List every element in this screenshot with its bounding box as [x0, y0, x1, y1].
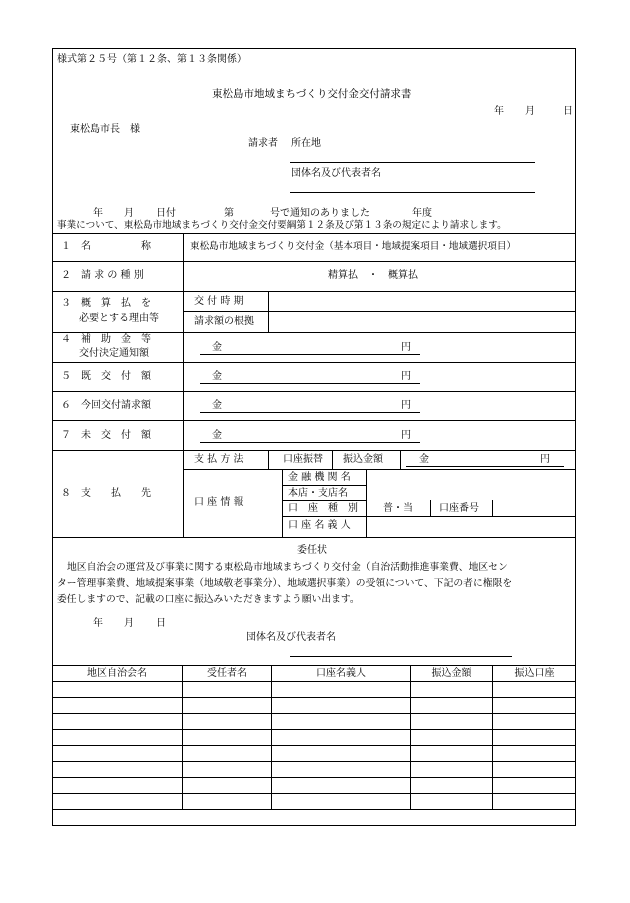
row4-kin: 金 [212, 342, 222, 353]
col-divider [183, 291, 184, 450]
row4-amount-line[interactable] [200, 354, 420, 355]
row1-label: １ 名 称 [61, 241, 151, 252]
col-divider [332, 450, 333, 469]
row-divider [52, 233, 576, 234]
row-divider [52, 450, 576, 451]
pay-method-label: 支 払 方 法 [194, 454, 244, 465]
delegation-body-2: ター管理事業費、地域提案事業（地域敬老事業分）、地域選択事業）の受領について、下記の者に権限を [57, 578, 513, 589]
row-divider [282, 500, 366, 501]
table-row[interactable] [52, 809, 576, 810]
table-header-line [52, 681, 576, 682]
delegation-body-1: 地区自治会の運営及び事業に関する東松島市地域まちづくり交付金（自治活動推進事業費、地区セン [67, 562, 508, 573]
col-divider [183, 450, 184, 537]
col-header-holder: 口座名義人 [316, 668, 366, 679]
transfer-en: 円 [540, 454, 550, 465]
intro-text: 事業について、東松島市地域まちづくり交付金交付要綱第１２条及び第１３条の規定により請求します。 [57, 220, 507, 231]
account-type-value[interactable]: 普・当 [383, 503, 413, 514]
col-divider [183, 261, 184, 291]
delegation-day: 日 [156, 618, 166, 629]
row7-label: ７ 未 交 付 額 [61, 430, 151, 441]
row-divider [52, 291, 576, 292]
transfer-amount-label: 振込金額 [343, 454, 383, 465]
row4-en: 円 [401, 342, 411, 353]
table-top-line [52, 665, 576, 666]
bank-name-label: 金 融 機 関 名 [288, 472, 351, 483]
row4-label-2: 交付決定通知額 [79, 348, 149, 359]
date-month: 月 [525, 106, 535, 117]
row2-label: ２ 請 求 の 種 別 [61, 270, 144, 281]
col-divider [430, 500, 431, 516]
account-number-label: 口座番号 [439, 503, 479, 514]
row3-label-1: ３ 概 算 払 を [61, 298, 151, 309]
table-column-line [271, 665, 272, 809]
row5-label: ５ 既 交 付 額 [61, 371, 151, 382]
row7-amount-line[interactable] [200, 442, 420, 443]
transfer-kin: 金 [419, 454, 429, 465]
delegation-signer-line[interactable] [290, 656, 512, 657]
issue-timing-label: 交 付 時 期 [194, 296, 244, 307]
account-info-label: 口 座 情 報 [194, 497, 244, 508]
row-divider [52, 537, 576, 538]
row2-value[interactable]: 精算払 ・ 概算払 [328, 270, 418, 281]
table-column-line [182, 665, 183, 809]
table-row[interactable] [52, 729, 576, 730]
row6-en: 円 [401, 400, 411, 411]
delegation-title: 委任状 [297, 545, 327, 556]
transfer-label[interactable]: 口座振替 [283, 454, 323, 465]
document-title: 東松島市地域まちづくり交付金交付請求書 [212, 88, 412, 100]
intro-dai: 第 [224, 208, 234, 219]
row8-label: ８ 支 払 先 [61, 488, 151, 499]
row7-kin: 金 [212, 430, 222, 441]
table-row[interactable] [52, 761, 576, 762]
intro-day: 日付 [156, 208, 176, 219]
table-row[interactable] [52, 793, 576, 794]
delegation-year: 年 [93, 618, 103, 629]
row5-kin: 金 [212, 371, 222, 382]
account-type-label: 口 座 種 別 [288, 503, 358, 514]
row6-label: ６ 今回交付請求額 [61, 400, 151, 411]
delegation-signer-label: 団体名及び代表者名 [246, 632, 336, 643]
group-name-label: 団体名及び代表者名 [291, 168, 381, 179]
row4-label-1: ４ 補 助 金 等 [61, 334, 151, 345]
col-divider [400, 450, 401, 469]
row-divider [282, 516, 576, 517]
row-divider [183, 469, 576, 470]
table-row[interactable] [52, 713, 576, 714]
requester-label: 請求者 [248, 138, 278, 149]
addressee: 東松島市長 様 [70, 124, 140, 135]
intro-nendo: 年度 [412, 208, 432, 219]
intro-year: 年 [93, 208, 103, 219]
address-line[interactable] [290, 162, 535, 163]
form-number: 様式第２５号（第１２条、第１３条関係） [57, 54, 247, 65]
row-divider [52, 362, 576, 363]
col-divider [183, 233, 184, 261]
intro-go: 号で通知のありました [270, 208, 370, 219]
row1-value: 東松島市地域まちづくり交付金（基本項目・地域提案項目・地域選択項目） [190, 241, 517, 252]
transfer-amount-line[interactable] [406, 466, 564, 467]
intro-month: 月 [124, 208, 134, 219]
branch-label: 本店・支店名 [288, 488, 348, 499]
table-column-line [492, 665, 493, 809]
row3-label-2: 必要とする理由等 [79, 313, 159, 324]
col-divider [366, 469, 367, 537]
request-basis-label: 請求額の根拠 [194, 316, 254, 327]
row-divider [52, 420, 576, 421]
col-header-amount: 振込金額 [431, 668, 472, 679]
table-row[interactable] [52, 777, 576, 778]
holder-label: 口 座 名 義 人 [288, 520, 351, 531]
table-column-line [410, 665, 411, 809]
date-day: 日 [563, 106, 573, 117]
col-divider [268, 291, 269, 332]
col-divider [268, 450, 269, 469]
col-header-account: 振込口座 [514, 668, 555, 679]
table-row[interactable] [52, 697, 576, 698]
row-divider [183, 311, 576, 312]
row-divider [52, 391, 576, 392]
table-row[interactable] [52, 745, 576, 746]
row5-en: 円 [401, 371, 411, 382]
col-header-delegate: 受任者名 [207, 668, 247, 679]
col-header-district: 地区自治会名 [87, 668, 147, 679]
row5-amount-line[interactable] [200, 383, 420, 384]
delegation-month: 月 [124, 618, 134, 629]
col-divider [492, 500, 493, 516]
col-divider [282, 469, 283, 537]
date-year: 年 [494, 106, 504, 117]
row6-kin: 金 [212, 400, 222, 411]
row6-amount-line[interactable] [200, 412, 420, 413]
address-label: 所在地 [291, 138, 321, 149]
delegation-body-3: 委任しますので、記載の口座に振込みいただきますよう願い出ます。 [57, 594, 360, 605]
row-divider [52, 261, 576, 262]
row7-en: 円 [401, 430, 411, 441]
row-divider [282, 485, 366, 486]
group-name-line[interactable] [290, 192, 535, 193]
row-divider [52, 332, 576, 333]
